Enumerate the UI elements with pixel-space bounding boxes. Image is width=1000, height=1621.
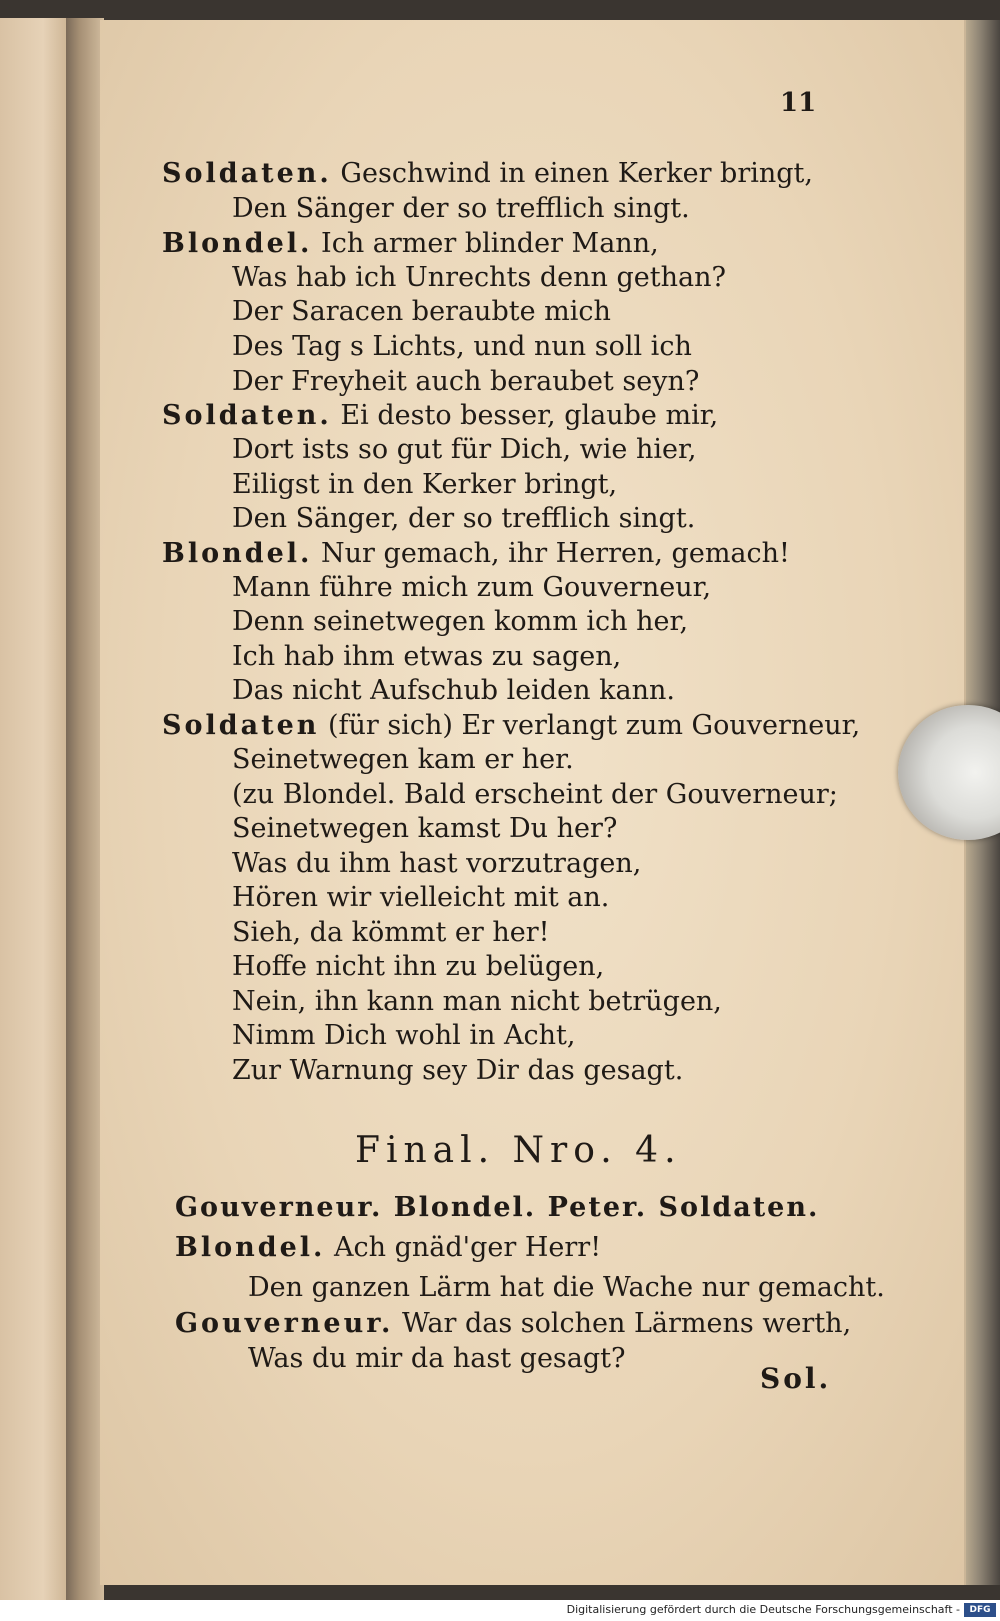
text-line bbox=[232, 1020, 575, 1052]
line-text: Ich hab ihm etwas zu sagen, bbox=[232, 641, 622, 672]
text-line bbox=[175, 1232, 601, 1264]
text-line bbox=[162, 710, 860, 742]
text-line bbox=[232, 193, 690, 225]
line-text: Den ganzen Lärm hat die Wache nur gemacht. bbox=[248, 1272, 885, 1303]
line-text: Ach gnäd'ger Herr! bbox=[334, 1232, 602, 1263]
line-text: Den Sänger, der so trefflich singt. bbox=[232, 503, 696, 534]
text-line bbox=[232, 951, 604, 983]
text-line bbox=[162, 228, 659, 260]
line-text: Nur gemach, ihr Herren, gemach! bbox=[321, 538, 790, 569]
line-text: Der Saracen beraubte mich bbox=[232, 296, 611, 327]
line-text: (für sich) Er verlangt zum Gouverneur, bbox=[328, 710, 861, 741]
footer-credit: Digitalisierung gefördert durch die Deutsche Forschungsgemeinschaft - bbox=[566, 1603, 960, 1616]
line-text: Seinetwegen kam er her. bbox=[232, 744, 574, 775]
line-text: Eiligst in den Kerker bringt, bbox=[232, 469, 618, 500]
text-line bbox=[232, 779, 838, 811]
text-line bbox=[232, 296, 611, 328]
text-line bbox=[175, 1192, 819, 1224]
text-line bbox=[232, 917, 549, 949]
text-line bbox=[232, 606, 688, 638]
line-text: Seinetwegen kamst Du her? bbox=[232, 813, 618, 844]
page-number: 11 bbox=[780, 88, 817, 118]
speaker-name: Soldaten bbox=[162, 710, 320, 741]
text-line bbox=[232, 882, 609, 914]
text-line bbox=[232, 744, 574, 776]
text-line bbox=[232, 331, 692, 363]
text-line bbox=[232, 813, 617, 845]
text-line bbox=[232, 675, 675, 707]
text-line bbox=[232, 434, 696, 466]
text-line bbox=[232, 1055, 683, 1087]
text-line bbox=[162, 538, 790, 570]
text-line bbox=[175, 1308, 851, 1340]
line-text: Ei desto besser, glaube mir, bbox=[340, 400, 719, 431]
line-text: Das nicht Aufschub leiden kann. bbox=[232, 675, 675, 706]
dfg-logo: DFG bbox=[964, 1603, 996, 1617]
line-text: Hoffe nicht ihn zu belügen, bbox=[232, 951, 605, 982]
line-text: Sieh, da kömmt er her! bbox=[232, 917, 550, 948]
text-line bbox=[248, 1343, 626, 1375]
speaker-name: Blondel. bbox=[175, 1232, 326, 1263]
line-text: Was du mir da hast gesagt? bbox=[248, 1343, 626, 1374]
text-line bbox=[232, 366, 699, 398]
line-text: Mann führe mich zum Gouverneur, bbox=[232, 572, 712, 603]
line-text: Des Tag s Lichts, und nun soll ich bbox=[232, 331, 692, 362]
text-line bbox=[162, 400, 718, 432]
line-text: Ich armer blinder Mann, bbox=[321, 228, 659, 259]
text-line bbox=[232, 262, 726, 294]
speaker-name: Gouverneur. bbox=[175, 1308, 394, 1339]
line-text: Nein, ihn kann man nicht betrügen, bbox=[232, 986, 722, 1017]
text-line bbox=[248, 1272, 885, 1304]
text-line bbox=[232, 572, 711, 604]
footer-bar bbox=[0, 1600, 1000, 1621]
section-heading: Final. Nro. 4. bbox=[355, 1130, 682, 1171]
line-text: Nimm Dich wohl in Acht, bbox=[232, 1020, 576, 1051]
line-text: Denn seinetwegen komm ich her, bbox=[232, 606, 689, 637]
speaker-name: Blondel. bbox=[162, 538, 313, 569]
line-text: War das solchen Lärmens werth, bbox=[401, 1308, 852, 1339]
line-text: Der Freyheit auch beraubet seyn? bbox=[232, 366, 700, 397]
line-text: (zu Blondel. Bald erscheint der Gouverneur; bbox=[232, 779, 838, 810]
line-text: Was du ihm hast vorzutragen, bbox=[232, 848, 642, 879]
text-line bbox=[162, 158, 813, 190]
line-text: Dort ists so gut für Dich, wie hier, bbox=[232, 434, 697, 465]
line-text: Gouverneur. Blondel. Peter. Soldaten. bbox=[175, 1192, 820, 1223]
text-line bbox=[232, 986, 722, 1018]
line-text: Den Sänger der so trefflich singt. bbox=[232, 193, 690, 224]
line-text: Geschwind in einen Kerker bringt, bbox=[340, 158, 813, 189]
line-text: Was hab ich Unrechts denn gethan? bbox=[232, 262, 726, 293]
line-text: Hören wir vielleicht mit an. bbox=[232, 882, 610, 913]
speaker-name: Soldaten. bbox=[162, 400, 332, 431]
text-line bbox=[232, 641, 621, 673]
text-line bbox=[232, 503, 695, 535]
speaker-name: Blondel. bbox=[162, 228, 313, 259]
left-page-edge bbox=[0, 18, 72, 1600]
line-text: Zur Warnung sey Dir das gesagt. bbox=[232, 1055, 684, 1086]
text-line bbox=[232, 848, 641, 880]
text-line bbox=[232, 469, 617, 501]
book-gutter bbox=[66, 18, 104, 1600]
speaker-name: Soldaten. bbox=[162, 158, 332, 189]
catchword: Sol. bbox=[760, 1362, 832, 1395]
